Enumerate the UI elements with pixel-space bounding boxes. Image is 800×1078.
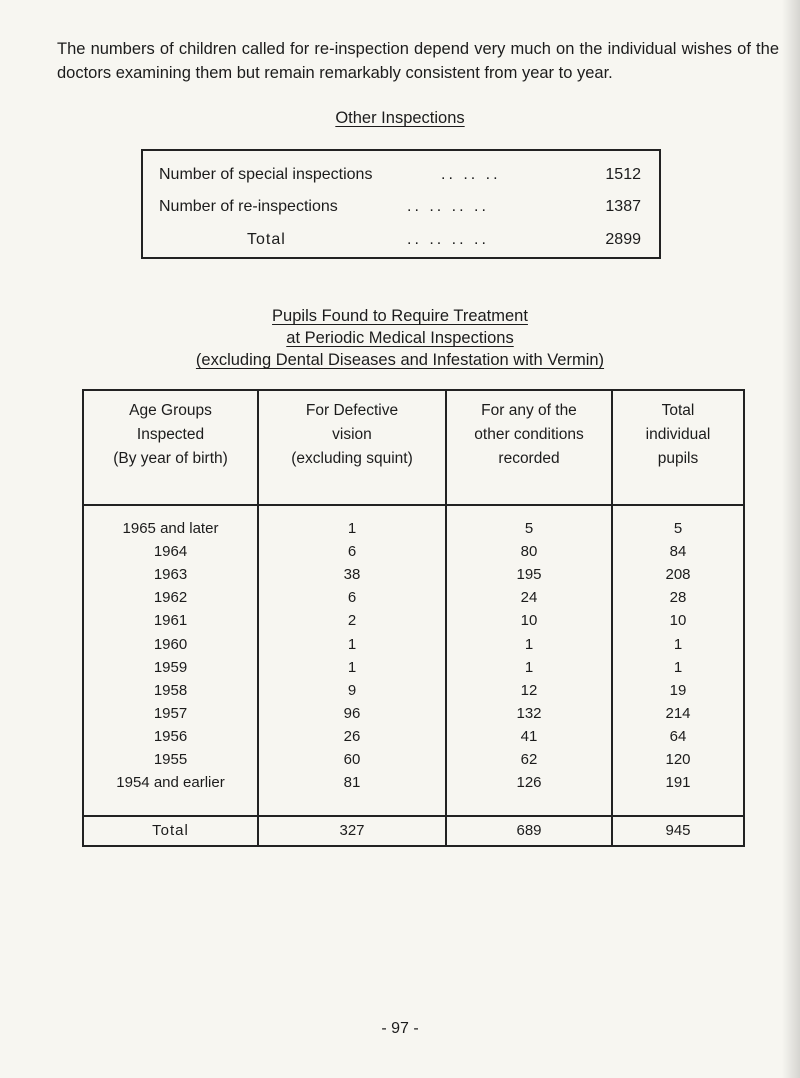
other-conditions-cell: 24: [520, 589, 538, 607]
other-conditions-cell: 132: [516, 704, 542, 722]
treatment-heading-line2: at Periodic Medical Inspections: [286, 329, 514, 347]
leader-dots: .. .. .. ..: [407, 231, 489, 248]
other-conditions-cell: 126: [516, 774, 542, 792]
header-text: vision: [332, 426, 372, 443]
header-text: Inspected: [136, 426, 205, 443]
total-individual: 945: [665, 822, 691, 839]
treatment-heading-line3: (excluding Dental Diseases and Infestation with Vermin): [195, 351, 605, 369]
total-pupils-cell: 214: [665, 704, 691, 722]
page-edge-shadow: [782, 0, 800, 1078]
age-group-cell: 1961: [153, 612, 188, 630]
age-group-cell: 1965 and later: [122, 520, 219, 537]
total-pupils-cell: 5: [673, 520, 683, 537]
other-conditions-cell: 1: [524, 658, 534, 676]
header-text: For any of the: [481, 402, 577, 419]
re-inspections-row: [159, 195, 641, 219]
age-group-cell: 1962: [153, 589, 188, 607]
other-conditions-cell: 1: [524, 635, 534, 653]
total-divider: [82, 815, 745, 817]
table-top-border: [82, 389, 745, 391]
special-inspections-row: [159, 163, 641, 187]
row-label: Number of special inspections: [159, 166, 373, 183]
total-label: Total: [152, 822, 189, 839]
header-text: For Defective: [305, 402, 399, 419]
header-other-conditions: [447, 399, 611, 471]
header-text: pupils: [657, 450, 699, 467]
row-value: 1387: [605, 198, 641, 215]
defective-vision-cell: 6: [347, 589, 357, 607]
total-pupils-cell: 208: [665, 566, 691, 584]
other-conditions-cell: 62: [520, 751, 538, 768]
header-text: (By year of birth): [113, 450, 228, 467]
other-inspections-title: Other Inspections: [335, 109, 465, 127]
defective-vision-cell: 6: [347, 543, 357, 561]
other-conditions-cell: 5: [524, 520, 534, 537]
other-inspections-table: [141, 149, 661, 259]
row-label: Total: [247, 231, 286, 248]
defective-vision-cell: 26: [343, 727, 361, 745]
total-other: 689: [516, 822, 542, 839]
defective-vision-cell: 2: [347, 612, 357, 630]
page-number: - 97 -: [381, 1020, 419, 1037]
table-bottom-border: [82, 845, 745, 847]
row-value: 2899: [605, 231, 641, 248]
defective-vision-cell: 1: [347, 635, 357, 653]
defective-vision-cell: 96: [343, 704, 361, 722]
total-pupils-cell: 28: [669, 589, 687, 607]
treatment-heading: [0, 305, 800, 371]
total-pupils-cell: 1: [673, 635, 683, 653]
age-group-cell: 1959: [153, 658, 188, 676]
total-pupils-cell: 191: [665, 774, 691, 792]
other-conditions-cell: 41: [520, 727, 538, 745]
treatment-heading-line1: Pupils Found to Require Treatment: [272, 307, 528, 325]
row-value: 1512: [605, 166, 641, 183]
other-conditions-cell: 195: [516, 566, 542, 584]
defective-vision-cell: 9: [347, 681, 357, 699]
age-group-cell: 1957: [153, 704, 188, 722]
other-conditions-cell: 10: [520, 612, 538, 630]
header-text: individual: [645, 426, 711, 443]
other-inspections-heading: [0, 107, 800, 129]
header-defective-vision: [259, 399, 445, 471]
leader-dots: .. .. .. ..: [407, 198, 489, 215]
header-text: Age Groups: [129, 402, 212, 419]
age-group-cell: 1964: [153, 543, 188, 561]
age-group-cell: 1963: [153, 566, 188, 584]
header-text: other conditions: [474, 426, 584, 443]
treatment-table: [82, 389, 747, 847]
table-right-border: [743, 389, 745, 847]
leader-dots: .. .. ..: [441, 166, 501, 183]
defective-vision-cell: 1: [347, 658, 357, 676]
intro-paragraph: The numbers of children called for re-inspection depend very much on the individual wishes of the doctors examining them but remain remarkably consistent from year to year.: [57, 40, 779, 82]
defective-vision-cell: 38: [343, 566, 361, 584]
defective-vision-cell: 81: [343, 774, 361, 792]
total-pupils-cell: 64: [669, 727, 687, 745]
other-conditions-cell: 80: [520, 543, 538, 561]
other-conditions-cell: 12: [520, 681, 538, 699]
total-pupils-cell: 19: [669, 681, 687, 699]
total-pupils-cell: 10: [669, 612, 687, 630]
header-total-pupils: [613, 399, 743, 471]
total-pupils-cell: 1: [673, 658, 683, 676]
defective-vision-cell: 1: [347, 520, 357, 537]
age-group-cell: 1955: [153, 751, 188, 768]
defective-vision-cell: 60: [343, 751, 361, 768]
age-group-cell: 1954 and earlier: [116, 774, 225, 792]
header-divider: [82, 504, 745, 506]
age-group-cell: 1960: [153, 635, 188, 653]
total-pupils-cell: 84: [669, 543, 687, 561]
header-text: Total: [661, 402, 695, 419]
age-group-cell: 1958: [153, 681, 188, 699]
age-group-cell: 1956: [153, 727, 188, 745]
header-text: recorded: [498, 450, 560, 467]
inspections-total-row: [159, 228, 641, 252]
total-vision: 327: [339, 822, 365, 839]
header-age-groups: [84, 399, 257, 471]
total-pupils-cell: 120: [665, 751, 691, 768]
row-label: Number of re-inspections: [159, 198, 338, 215]
header-text: (excluding squint): [291, 450, 413, 467]
